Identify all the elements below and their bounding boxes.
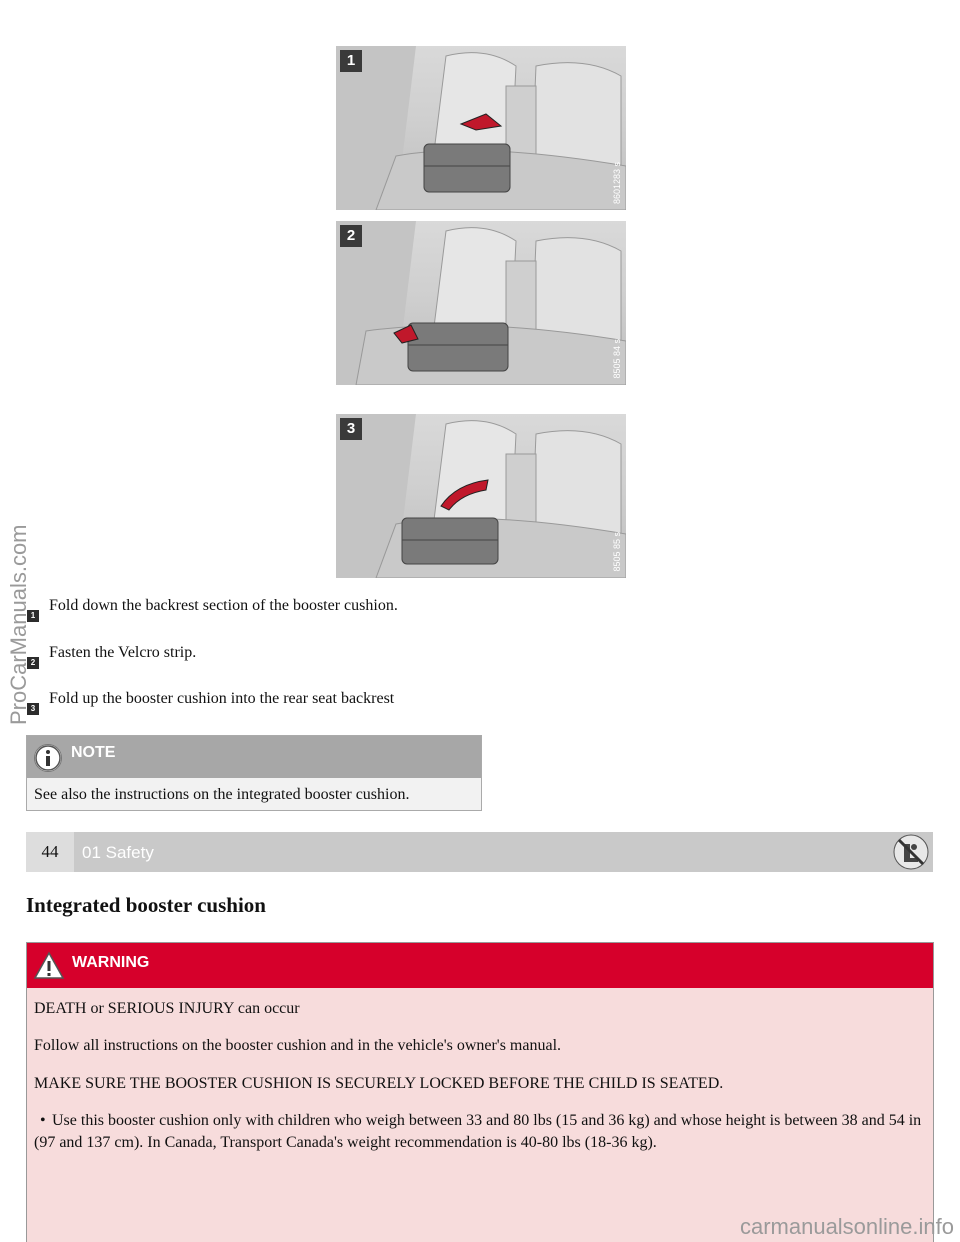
page-number: 44 [26, 832, 74, 872]
note-text: See also the instructions on the integrated booster cushion. [34, 786, 410, 803]
figure-3-image [336, 414, 626, 578]
rear-seat-illustration [336, 221, 626, 385]
step-text: Fold down the backrest section of the booster cushion. [49, 597, 398, 614]
warning-paragraph: DEATH or SERIOUS INJURY can occur [34, 1000, 300, 1017]
step-item [27, 644, 197, 668]
warning-paragraph: Follow all instructions on the booster cushion and in the vehicle's owner's manual. [34, 1037, 562, 1054]
step-item [27, 690, 395, 714]
rear-seat-illustration [336, 414, 626, 578]
warning-box [26, 942, 934, 1242]
figure-1-image [336, 46, 626, 210]
section-title: 01 Safety [82, 843, 154, 862]
figure-number-badge: 2 [340, 225, 362, 247]
step-number-badge: 3 [27, 703, 39, 715]
warning-triangle-icon [33, 951, 65, 981]
warning-paragraph: MAKE SURE THE BOOSTER CUSHION IS SECURELY LOCKED BEFORE THE CHILD IS SEATED. [34, 1075, 724, 1092]
figure-2-image [336, 221, 626, 385]
step-text: Fold up the booster cushion into the rear seat backrest [49, 690, 395, 707]
figure-number-badge: 1 [340, 50, 362, 72]
warning-title: WARNING [72, 954, 150, 971]
section-header-bar [26, 832, 933, 872]
warning-header [27, 943, 933, 988]
step-number-badge: 1 [27, 610, 39, 622]
warning-bullet-item [34, 1110, 924, 1154]
watermark-left: ProCarManuals.com [6, 524, 31, 725]
step-number-badge: 2 [27, 657, 39, 669]
warning-bullet-text: Use this booster cushion only with children who weigh between 33 and 80 lbs (15 and 36 kg) and whose height is between 38 and 54 in (97 and 137 cm). In Canada, Transport Canada's weight recommendation is 40-80 lbs (18-36 kg). [34, 1112, 922, 1151]
watermark-bottom: carmanualsonline.info [739, 1214, 954, 1239]
figure-code: 8601283 s [612, 161, 622, 204]
note-box [26, 735, 482, 811]
step-text: Fasten the Velcro strip. [49, 644, 197, 661]
figure-code: 8505 84 s [612, 339, 622, 379]
page-title: Integrated booster cushion [26, 893, 266, 917]
rear-seat-illustration [336, 46, 626, 210]
figure-code: 8505 85 s [612, 532, 622, 572]
bullet-dot: • [40, 1112, 46, 1129]
step-item [27, 597, 398, 621]
figure-number-badge: 3 [340, 418, 362, 440]
note-header [27, 736, 481, 778]
note-title: NOTE [71, 744, 116, 761]
child-seat-prohibited-icon [893, 834, 929, 870]
info-icon [34, 744, 62, 772]
